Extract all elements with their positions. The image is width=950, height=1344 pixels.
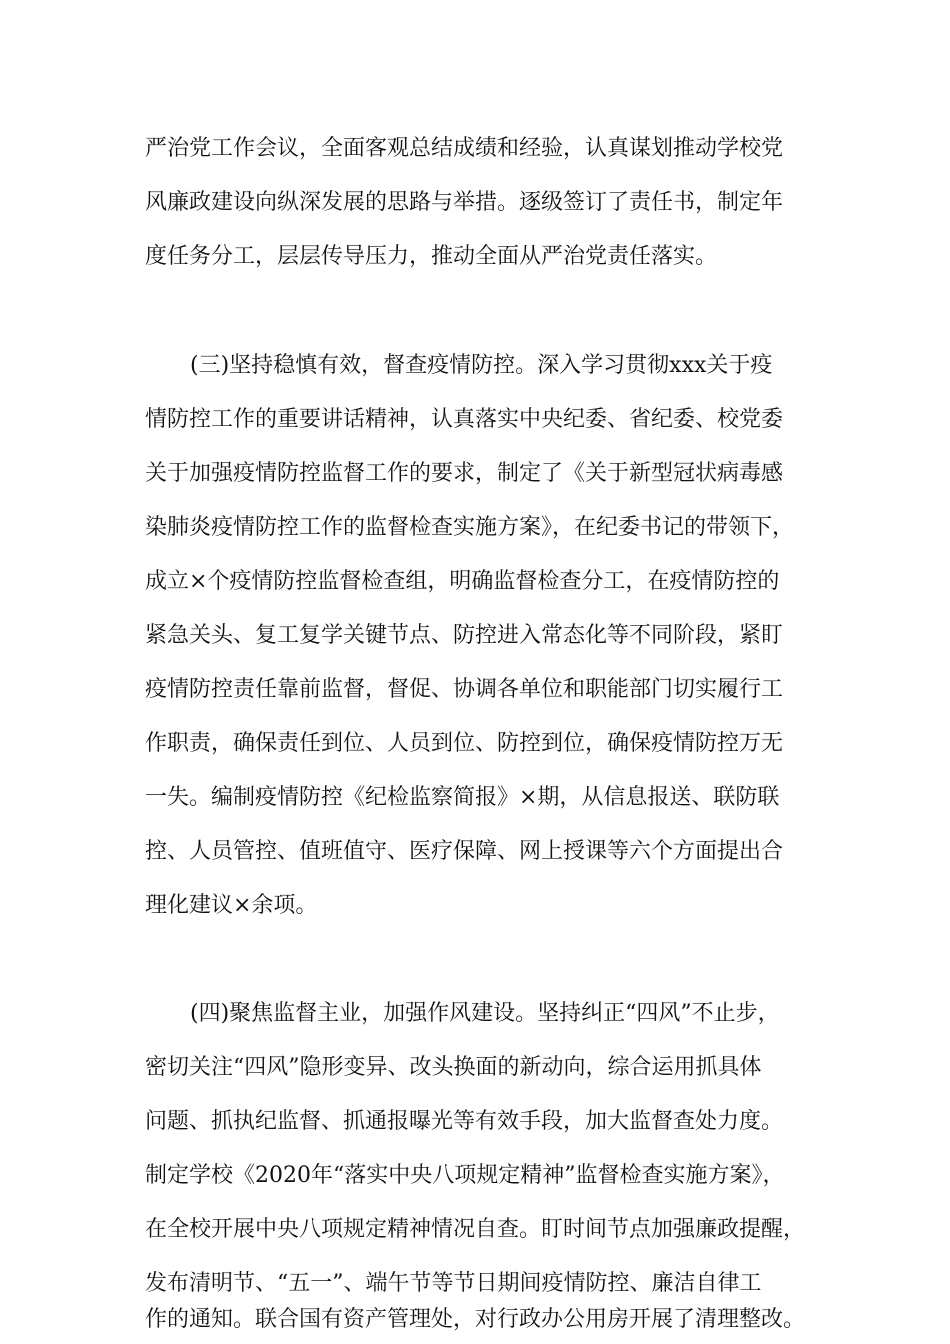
paragraph-2-line-5: 成立×个疫情防控监督检查组，明确监督检查分工，在疫情防控的 — [145, 569, 780, 594]
paragraph-2-line-3: 关于加强疫情防控监督工作的要求，制定了《关于新型冠状病毒感 — [145, 461, 784, 486]
paragraph-1-line-2: 风廉政建设向纵深发展的思路与举措。逐级签订了责任书，制定年 — [145, 190, 784, 215]
paragraph-2-line-1: (三)坚持稳慎有效，督查疫情防控。深入学习贯彻xxx关于疫 — [190, 353, 773, 378]
paragraph-3-line-4: 制定学校《2020年“落实中央八项规定精神”监督检查实施方案》， — [145, 1163, 785, 1188]
paragraph-3-line-7: 作的通知。联合国有资产管理处，对行政办公用房开展了清理整改。 — [145, 1307, 806, 1332]
paragraph-1-line-1: 严治党工作会议，全面客观总结成绩和经验，认真谋划推动学校党 — [145, 136, 784, 161]
paragraph-2-line-9: 一失。编制疫情防控《纪检监察简报》×期，从信息报送、联防联 — [145, 785, 780, 810]
paragraph-3-line-5: 在全校开展中央八项规定精神情况自查。盯时间节点加强廉政提醒， — [145, 1217, 806, 1242]
paragraph-2-line-8: 作职责，确保责任到位、人员到位、防控到位，确保疫情防控万无 — [145, 731, 784, 756]
paragraph-2-line-11: 理化建议×余项。 — [145, 893, 318, 918]
paragraph-2-line-7: 疫情防控责任靠前监督，督促、协调各单位和职能部门切实履行工 — [145, 677, 784, 702]
paragraph-3-line-2: 密切关注“四风”隐形变异、改头换面的新动向，综合运用抓具体 — [145, 1055, 762, 1080]
paragraph-2-line-2: 情防控工作的重要讲话精神，认真落实中央纪委、省纪委、校党委 — [145, 407, 784, 432]
paragraph-1-line-3: 度任务分工，层层传导压力，推动全面从严治党责任落实。 — [145, 244, 718, 269]
paragraph-3-line-6: 发布清明节、“五一”、端午节等节日期间疫情防控、廉洁自律工 — [145, 1271, 762, 1296]
paragraph-3-line-1: (四)聚焦监督主业，加强作风建设。坚持纠正“四风”不止步， — [190, 1001, 780, 1026]
paragraph-2-line-4: 染肺炎疫情防控工作的监督检查实施方案》，在纪委书记的带领下， — [145, 515, 795, 540]
paragraph-2-line-6: 紧急关头、复工复学关键节点、防控进入常态化等不同阶段，紧盯 — [145, 623, 784, 648]
paragraph-2-line-10: 控、人员管控、值班值守、医疗保障、网上授课等六个方面提出合 — [145, 839, 784, 864]
paragraph-3-line-3: 问题、抓执纪监督、抓通报曝光等有效手段，加大监督查处力度。 — [145, 1109, 784, 1134]
